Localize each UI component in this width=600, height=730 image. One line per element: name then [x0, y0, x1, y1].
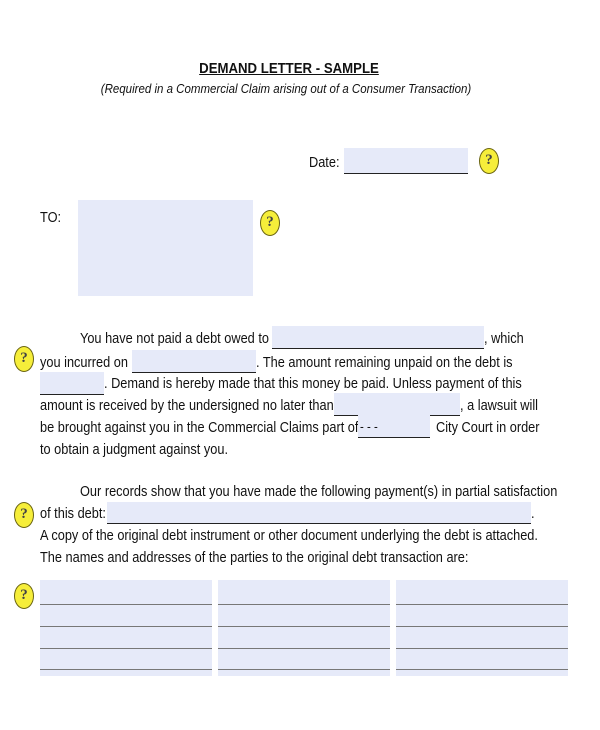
address-line [218, 648, 390, 649]
court-county-field[interactable] [358, 415, 430, 438]
date-label: Date: [309, 155, 340, 171]
p1-line4-end: , a lawsuit will [460, 398, 539, 414]
p1-line3-text: . Demand is hereby made that this money be paid. Unless payment of this [104, 376, 522, 392]
p1-line2-text: you incurred on [40, 355, 128, 371]
p1-line4-text: amount is received by the undersigned no later than [40, 398, 334, 414]
p1-line1-end: , which [484, 331, 524, 347]
help-icon[interactable]: ? [14, 502, 34, 528]
address-line [396, 626, 568, 627]
document-title: DEMAND LETTER - SAMPLE [199, 60, 379, 77]
address-line [396, 604, 568, 605]
address-line [218, 669, 390, 670]
p2-line4-text: The names and addresses of the parties to the original debt transaction are: [40, 550, 469, 566]
deadline-date-field[interactable] [334, 393, 460, 416]
address-line [218, 604, 390, 605]
document-subtitle: (Required in a Commercial Claim arising out of a Consumer Transaction) [100, 82, 472, 96]
incurred-date-field[interactable] [132, 350, 256, 373]
payments-field[interactable] [107, 502, 531, 524]
creditor-name-field[interactable] [272, 326, 484, 349]
help-icon[interactable]: ? [14, 346, 34, 372]
p1-line5-end: City Court in order [436, 420, 540, 436]
address-line [396, 648, 568, 649]
help-icon[interactable]: ? [14, 583, 34, 609]
help-icon[interactable]: ? [260, 210, 280, 236]
p1-line1-text: You have not paid a debt owed to [80, 331, 269, 347]
recipient-address-field[interactable] [78, 200, 253, 296]
address-line [218, 626, 390, 627]
address-line [40, 648, 212, 649]
unpaid-amount-field[interactable] [40, 372, 104, 395]
p1-line5-text: be brought against you in the Commercial Claims part of [40, 420, 359, 436]
address-line [396, 669, 568, 670]
to-label: TO: [40, 210, 62, 226]
help-icon[interactable]: ? [479, 148, 499, 174]
p2-line2-end: . [531, 506, 535, 522]
address-line [40, 669, 212, 670]
p2-line3-text: A copy of the original debt instrument or other document underlying the debt is attached. [40, 528, 538, 544]
p1-line2-end: . The amount remaining unpaid on the debt is [256, 355, 513, 371]
address-line [40, 626, 212, 627]
court-placeholder: - - - [360, 419, 378, 434]
party-3-address-field[interactable] [396, 580, 568, 676]
party-1-address-field[interactable] [40, 580, 212, 676]
p2-line2-text: of this debt: [40, 506, 106, 522]
p1-line6-text: to obtain a judgment against you. [40, 442, 228, 458]
address-line [40, 604, 212, 605]
date-field[interactable] [344, 148, 468, 174]
party-2-address-field[interactable] [218, 580, 390, 676]
p2-line1-text: Our records show that you have made the following payment(s) in partial satisfaction [80, 484, 558, 500]
